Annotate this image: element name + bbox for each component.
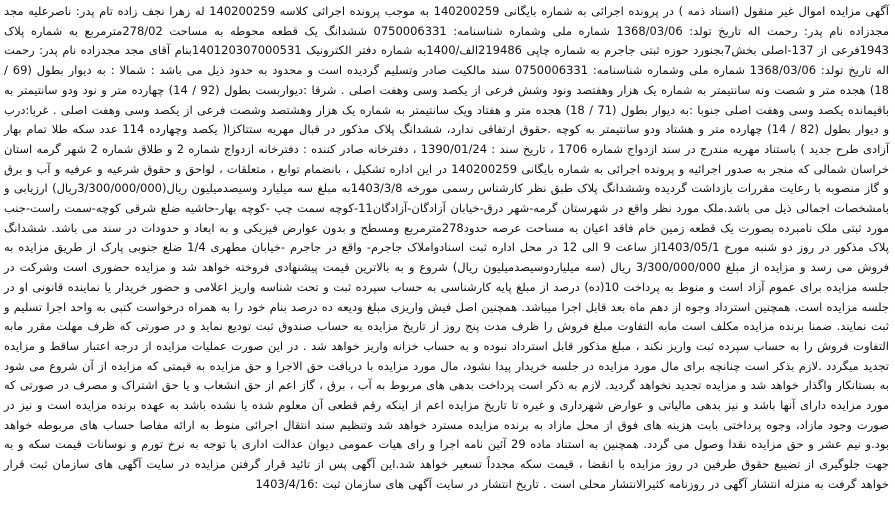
auction-notice-text: آگهی مزایده اموال غیر منقول (اسناد ذمه ) در پرونده اجرائی به شماره بایگانی 140200259 به موجب پرونده اجرائی کلاسه 140200259 له زهرا نجف زاده تام پدر: ناصرعلیه مجد مجدزاده نام پدر: رحمت اله تاریخ تولد: 1368/03/06 شماره ملی وشماره شناسنامه: 0750006331 ششدانگ یک قطعه محوطه به مساحت 278/02مترمربع به شماره پلاک 1943فرعی از 137-اصلی بخش7بجنورد حوزه ثبتی جاجرم به شماره چاپی 219486الف/1400به شماره دفتر الکترونیک 140120307000531بنام آقای مجد مجدزاده نام پدر: رحمت اله تاریخ تولد: 1368/03/06 شماره ملی وشماره شناسنامه: 0750006331 سند مالکیت صادر وتسلیم گردیده است و محدود به حدود ذیل می باشد : شمالا : به دیوار بطول (69 / 18) هجده متر و شصت ونه سانتیمتر به شماره یک هزار وهفتصد ونود وشش فرعی از یکصد وسی وهفت اصلی . شرقا :دیواربست بطول (92 / 14) چهارده متر و نود ودو سانتیمتر به باقیمانده یکصد وسی وهفت اصلی جنوبا :به دیوار بطول (71 / 18) هجده متر و هفتاد ویک سانتیمتر به شماره یک هزار وهشتصد وشصت فرعی از یکصد وسی وهفت اصلی . غربا:درب و دیوار بطول (82 / 14) چهارده متر و هشتاد ودو سانتیمتر به کوچه .حقوق ارتفاقی ندارد، ششدانگ پلاک مذکور در قبال مهریه ستتاکزا( یکصد وچهارده 114 عدد سکه طلا تمام بهار آزادی طرح جدید ) باستناد مهریه مندرج در سند ازدواج شماره 1706 ، تاریخ سند : 1390/01/24 ، دفترخانه صادر کننده : دفترخانه ازدواج شماره 2 و طلاق شماره 2 شهر گرمه استان خراسان شمالی که منجر به صدور اجرائیه و پرونده اجرائی به شماره بایگانی 140200259 در این اداره تشکیل ، بانضمام توابع ، متعلقات ، لواحق و حقوق شرعیه و عرفیه و آب و برق و گاز منصوبه با رعایت مقررات بازداشت گردیده وششدانگ پلاک طبق نظر کارشناس رسمی مورخه 1403/3/8به مبلغ سه میلیارد وسیصدمیلیون ریال(3/300/000/000ریال) ارزیابی و بامشخصات اجمالی ذیل می باشد.ملک مورد نظر واقع در شهرستان گرمه-شهر درق-خیابان آزادگان-آزادگان11-کوچه سمت چپ -کوچه بهار-حاشیه ضلع شرقی کوچه-سمت راست-جنب مورد ثبتی ملک نامبرده بصورت یک قطعه زمین خام فاقد اعیان به مساحت عرصه حدود278مترمربع ومسطح و بدون عوارض فیزیکی و به ابعاد و حدودات در سند می باشد. ششدانگ پلاک مذکور در روز دو شنبه مورخ 1403/05/1از ساعت 9 الی 12 در محل اداره ثبت اسنادواملاک جاجرم- واقع در جاجرم -خیابان مطهری 1/4 ضلع جنوبی پارک از طریق مزایده به فروش می رسد و مزایده از مبلغ 3/300/000/000 ریال (سه میلیاردوسیصدمیلیون ریال) شروع و به بالاترین قیمت پیشنهادی فروخته خواهد شد و مزایده حضوری است وشرکت در جلسه مزایده برای عموم آزاد است و منوط به پرداخت 10(ده) درصد از مبلغ پایه کارشناسی به حساب سپرده ثبت و تحت شناسه واریز اعلامی و حضور خریدار یا نماینده قانونی او در جلسه مزایده است. همچنین استرداد وجوه از دهم ماه بعد قابل اجرا میباشد. همچنین اصل فیش واریزی مبلغ ودیعه ده درصد بنام خود را به همراه درخواست کتبی به واحد اجرا تسلیم و ثبت نمایند. ضمنا برنده مزایده مکلف است مابه التفاوت مبلغ فروش را ظرف مدت پنج روز از تاریخ مزایده به حساب صندوق ثبت تودیع نماید و در صورتی که ظرف مهلت مقرر مابه التفاوت فروش را به حساب سپرده ثبت واریز نکند ، مبلغ مذکور قابل استرداد نبوده و به حساب خزانه واریز خواهد شد . در این صورت عملیات مزایده از درجه اعتبار ساقط و مزایده تجدید میگردد .لازم بذکر است چنانچه برای مال مورد مزایده در جلسه خریدار پیدا نشود، مال مورد مزایده با دریافت حق الاجرا و حق مزایده به قیمتی که مزایده از آن شروع می شود به بستانکار واگذار خواهد شد و مزایده تجدید نخواهد گردید. لازم به ذکر است پرداخت بدهی های مربوط به آب ، برق ، گاز اعم از حق انشعاب و یا حق اشتراک و مصرف در صورتی که مورد مزایده دارای آنها باشد و نیز بدهی مالیاتی و عوارض شهرداری و غیره تا تاریخ مزایده اعم از اینکه رقم قطعی آن معلوم شده یا نشده باشد به عهده برنده مزایده است و نیز در صورت وجود مازاد، وجوه پرداختی بابت هزینه های فوق از محل مازاد به برنده مزایده مسترد خواهد شد وتنظیم سند انتقال اجرائی منوط به ارائه مفاصا حساب های مربوطه خواهد بود.و نیم عشر و حق مزایده نقدا وصول می گردد. همچنین به استناد ماده 29 آئین نامه اجرا و رای هیات عمومی دیوان عدالت اداری با توجه به نرخ تورم و نوسانات قیمت سکه و به جهت جلوگیری از تضییع حقوق طرفین در روز مزایده با انقضا ، قیمت سکه مجدداً تسعیر خواهد شد.این آگهی پس از تائید قرار گرفتن مزایده در سایت آگهی های سازمان ثبت قرار خواهد گرفت به منزله انتشار آگهی در روزنامه کثیرالانتشار محلی است . تاریخ انتشار در سایت آگهی های سازمان ثبت :1403/4/16 bbox=[4, 4, 890, 491]
